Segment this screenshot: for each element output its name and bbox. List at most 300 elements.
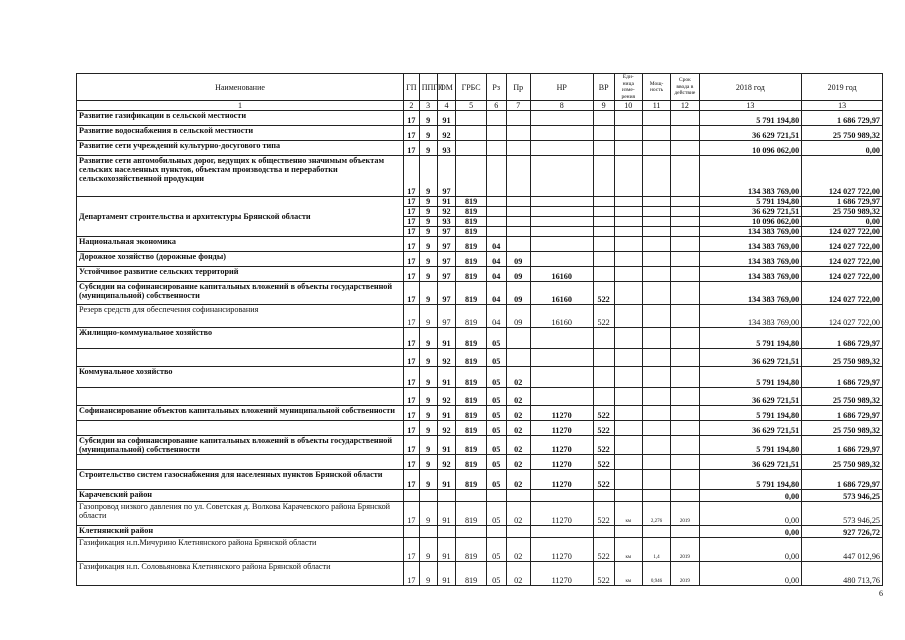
row-unit bbox=[614, 455, 642, 470]
row-om: 97 bbox=[437, 252, 456, 267]
row-ppgp: 9 bbox=[419, 227, 437, 237]
row-gp: 17 bbox=[404, 141, 420, 156]
row-vr: 522 bbox=[593, 406, 614, 421]
row-unit: км bbox=[614, 562, 642, 586]
row-rz bbox=[486, 526, 506, 538]
row-grbs: 819 bbox=[456, 455, 486, 470]
row-term bbox=[671, 126, 699, 141]
row-rz bbox=[486, 111, 506, 126]
row-term bbox=[671, 111, 699, 126]
row-grbs: 819 bbox=[456, 197, 486, 207]
row-amount-2019: 573 946,25 bbox=[802, 502, 883, 526]
row-om: 97 bbox=[437, 282, 456, 305]
row-power bbox=[642, 111, 670, 126]
row-power bbox=[642, 388, 670, 406]
column-number-cell: 11 bbox=[642, 101, 670, 111]
row-pr: 02 bbox=[506, 455, 530, 470]
row-om: 91 bbox=[437, 406, 456, 421]
row-term bbox=[671, 406, 699, 421]
row-unit bbox=[614, 141, 642, 156]
table-row bbox=[77, 406, 883, 421]
row-nr bbox=[530, 328, 593, 349]
row-unit bbox=[614, 126, 642, 141]
row-vr: 522 bbox=[593, 470, 614, 490]
row-om: 91 bbox=[437, 470, 456, 490]
row-gp: 17 bbox=[404, 282, 420, 305]
row-amount-2018: 0,00 bbox=[699, 538, 802, 562]
column-number-cell: 10 bbox=[614, 101, 642, 111]
row-om: 97 bbox=[437, 237, 456, 252]
row-ppgp: 9 bbox=[419, 111, 437, 126]
row-amount-2018: 134 383 769,00 bbox=[699, 252, 802, 267]
row-ppgp: 9 bbox=[419, 156, 437, 197]
row-amount-2018: 134 383 769,00 bbox=[699, 282, 802, 305]
row-vr bbox=[593, 328, 614, 349]
row-name: Дорожное хозяйство (дорожные фонды) bbox=[77, 252, 404, 267]
row-name: Развитие газификации в сельской местности bbox=[77, 111, 404, 126]
row-unit bbox=[614, 388, 642, 406]
table-row bbox=[77, 421, 883, 436]
row-amount-2018: 0,00 bbox=[699, 490, 802, 502]
row-nr: 11270 bbox=[530, 502, 593, 526]
column-number-cell: 6 bbox=[486, 101, 506, 111]
row-amount-2018: 36 629 721,51 bbox=[699, 421, 802, 436]
row-nr bbox=[530, 156, 593, 197]
row-gp: 17 bbox=[404, 126, 420, 141]
row-grbs: 819 bbox=[456, 207, 486, 217]
row-vr: 522 bbox=[593, 305, 614, 328]
row-nr bbox=[530, 490, 593, 502]
table-row bbox=[77, 562, 883, 586]
row-om: 92 bbox=[437, 388, 456, 406]
row-term bbox=[671, 305, 699, 328]
row-grbs: 819 bbox=[456, 502, 486, 526]
row-unit bbox=[614, 207, 642, 217]
row-rz: 05 bbox=[486, 406, 506, 421]
row-pr: 09 bbox=[506, 282, 530, 305]
row-om: 92 bbox=[437, 349, 456, 367]
row-power bbox=[642, 421, 670, 436]
row-unit bbox=[614, 156, 642, 197]
table-row bbox=[77, 455, 883, 470]
table-row bbox=[77, 388, 883, 406]
row-om: 91 bbox=[437, 197, 456, 207]
row-rz: 05 bbox=[486, 436, 506, 455]
row-name: Клетнянский район bbox=[77, 526, 404, 538]
row-amount-2018: 36 629 721,51 bbox=[699, 349, 802, 367]
col-name-header: Наименование bbox=[77, 74, 404, 101]
table-row bbox=[77, 156, 883, 197]
row-vr bbox=[593, 141, 614, 156]
table-row bbox=[77, 328, 883, 349]
row-om: 92 bbox=[437, 421, 456, 436]
row-vr bbox=[593, 111, 614, 126]
row-om: 93 bbox=[437, 217, 456, 227]
table-row bbox=[77, 305, 883, 328]
row-grbs bbox=[456, 111, 486, 126]
row-rz bbox=[486, 156, 506, 197]
row-nr: 11270 bbox=[530, 455, 593, 470]
row-power bbox=[642, 328, 670, 349]
row-om: 92 bbox=[437, 207, 456, 217]
table-row bbox=[77, 367, 883, 388]
row-grbs bbox=[456, 526, 486, 538]
column-number-cell: 5 bbox=[456, 101, 486, 111]
row-power bbox=[642, 406, 670, 421]
row-ppgp: 9 bbox=[419, 197, 437, 207]
row-vr bbox=[593, 388, 614, 406]
row-amount-2019: 124 027 722,00 bbox=[802, 305, 883, 328]
row-ppgp: 9 bbox=[419, 349, 437, 367]
column-number-cell: 13 bbox=[802, 101, 883, 111]
table-row bbox=[77, 502, 883, 526]
table-row bbox=[77, 470, 883, 490]
row-om: 92 bbox=[437, 126, 456, 141]
row-gp: 17 bbox=[404, 237, 420, 252]
col-2019-header: 2019 год bbox=[802, 74, 883, 101]
table-row bbox=[77, 349, 883, 367]
row-nr: 11270 bbox=[530, 406, 593, 421]
row-term bbox=[671, 526, 699, 538]
row-power bbox=[642, 237, 670, 252]
column-number-cell: 4 bbox=[437, 101, 456, 111]
row-ppgp: 9 bbox=[419, 562, 437, 586]
row-pr bbox=[506, 328, 530, 349]
row-grbs: 819 bbox=[456, 237, 486, 252]
row-term bbox=[671, 267, 699, 282]
table-row bbox=[77, 252, 883, 267]
row-pr: 09 bbox=[506, 267, 530, 282]
table-row bbox=[77, 436, 883, 455]
row-ppgp bbox=[419, 526, 437, 538]
row-amount-2018: 5 791 194,80 bbox=[699, 367, 802, 388]
row-nr bbox=[530, 111, 593, 126]
row-om: 91 bbox=[437, 367, 456, 388]
row-power bbox=[642, 526, 670, 538]
row-grbs: 819 bbox=[456, 217, 486, 227]
row-ppgp: 9 bbox=[419, 367, 437, 388]
row-term bbox=[671, 197, 699, 207]
row-rz: 05 bbox=[486, 538, 506, 562]
row-gp: 17 bbox=[404, 421, 420, 436]
row-nr bbox=[530, 388, 593, 406]
row-ppgp: 9 bbox=[419, 436, 437, 455]
row-ppgp: 9 bbox=[419, 502, 437, 526]
row-gp bbox=[404, 526, 420, 538]
row-term bbox=[671, 282, 699, 305]
row-amount-2018: 134 383 769,00 bbox=[699, 267, 802, 282]
row-name: Газификация н.п.Мичурино Клетнянского района Брянской области bbox=[77, 538, 404, 562]
row-pr: 02 bbox=[506, 367, 530, 388]
row-term bbox=[671, 156, 699, 197]
table-row bbox=[77, 237, 883, 252]
row-om bbox=[437, 490, 456, 502]
column-number-cell: 1 bbox=[77, 101, 404, 111]
row-ppgp: 9 bbox=[419, 282, 437, 305]
row-om: 97 bbox=[437, 227, 456, 237]
row-om: 91 bbox=[437, 328, 456, 349]
row-gp bbox=[404, 490, 420, 502]
row-amount-2019: 25 750 989,32 bbox=[802, 455, 883, 470]
row-grbs bbox=[456, 490, 486, 502]
row-pr bbox=[506, 156, 530, 197]
row-unit bbox=[614, 305, 642, 328]
row-unit bbox=[614, 111, 642, 126]
row-pr bbox=[506, 126, 530, 141]
row-name: Развитие водоснабжения в сельской местности bbox=[77, 126, 404, 141]
row-term bbox=[671, 470, 699, 490]
row-gp: 17 bbox=[404, 562, 420, 586]
row-vr bbox=[593, 197, 614, 207]
row-power bbox=[642, 282, 670, 305]
row-pr: 02 bbox=[506, 538, 530, 562]
row-term bbox=[671, 217, 699, 227]
row-power bbox=[642, 490, 670, 502]
row-gp: 17 bbox=[404, 156, 420, 197]
row-unit: км bbox=[614, 538, 642, 562]
table-row bbox=[77, 141, 883, 156]
row-amount-2019: 447 012,96 bbox=[802, 538, 883, 562]
row-nr bbox=[530, 349, 593, 367]
row-pr: 02 bbox=[506, 436, 530, 455]
row-pr bbox=[506, 197, 530, 207]
table-body bbox=[77, 111, 883, 586]
row-amount-2019: 124 027 722,00 bbox=[802, 267, 883, 282]
column-number-row bbox=[77, 101, 883, 111]
row-amount-2019: 1 686 729,97 bbox=[802, 197, 883, 207]
row-amount-2019: 124 027 722,00 bbox=[802, 252, 883, 267]
row-grbs: 819 bbox=[456, 227, 486, 237]
row-pr: 09 bbox=[506, 305, 530, 328]
row-term bbox=[671, 207, 699, 217]
row-amount-2018: 5 791 194,80 bbox=[699, 436, 802, 455]
row-amount-2019: 25 750 989,32 bbox=[802, 421, 883, 436]
row-term bbox=[671, 227, 699, 237]
table-row bbox=[77, 197, 883, 207]
row-amount-2018: 0,00 bbox=[699, 502, 802, 526]
row-name: Субсидии на софинансирование капитальных вложений в объекты государственной (муниципальной) собственности bbox=[77, 282, 404, 305]
row-grbs: 819 bbox=[456, 282, 486, 305]
row-om: 91 bbox=[437, 562, 456, 586]
row-ppgp bbox=[419, 490, 437, 502]
row-om: 91 bbox=[437, 436, 456, 455]
row-pr: 09 bbox=[506, 252, 530, 267]
row-vr bbox=[593, 237, 614, 252]
row-power bbox=[642, 455, 670, 470]
row-power bbox=[642, 227, 670, 237]
row-power: 0,946 bbox=[642, 562, 670, 586]
row-nr bbox=[530, 237, 593, 252]
row-term bbox=[671, 367, 699, 388]
row-vr: 522 bbox=[593, 436, 614, 455]
row-name: Развитие сети учреждений культурно-досугового типа bbox=[77, 141, 404, 156]
row-amount-2018: 5 791 194,80 bbox=[699, 470, 802, 490]
row-grbs: 819 bbox=[456, 267, 486, 282]
row-vr bbox=[593, 267, 614, 282]
row-power: 1,4 bbox=[642, 538, 670, 562]
row-name: Департамент строительства и архитектуры Брянской области bbox=[77, 197, 404, 237]
row-om: 93 bbox=[437, 141, 456, 156]
row-pr bbox=[506, 227, 530, 237]
row-amount-2018: 5 791 194,80 bbox=[699, 328, 802, 349]
row-amount-2018: 134 383 769,00 bbox=[699, 227, 802, 237]
row-pr bbox=[506, 207, 530, 217]
row-ppgp: 9 bbox=[419, 126, 437, 141]
row-grbs: 819 bbox=[456, 349, 486, 367]
row-term bbox=[671, 328, 699, 349]
row-name: Газификация н.п. Соловьяновка Клетнянского района Брянской области bbox=[77, 562, 404, 586]
row-amount-2018: 134 383 769,00 bbox=[699, 305, 802, 328]
row-name: Развитие сети автомобильных дорог, ведущих к общественно значимым объектам сельских населенных пунктов, объектам производства и переработки сельскохозяйственной продукции bbox=[77, 156, 404, 197]
row-name: Коммунальное хозяйство bbox=[77, 367, 404, 388]
row-gp: 17 bbox=[404, 267, 420, 282]
row-amount-2018: 5 791 194,80 bbox=[699, 406, 802, 421]
col-vr-header: ВР bbox=[593, 74, 614, 101]
row-vr: 522 bbox=[593, 502, 614, 526]
row-grbs: 819 bbox=[456, 562, 486, 586]
table-row bbox=[77, 282, 883, 305]
row-ppgp: 9 bbox=[419, 267, 437, 282]
row-amount-2019: 25 750 989,32 bbox=[802, 349, 883, 367]
row-amount-2018: 134 383 769,00 bbox=[699, 156, 802, 197]
row-ppgp: 9 bbox=[419, 470, 437, 490]
row-amount-2018: 134 383 769,00 bbox=[699, 237, 802, 252]
row-power bbox=[642, 197, 670, 207]
row-name: Субсидии на софинансирование капитальных вложений в объекты государственной (муниципальной) собственности bbox=[77, 436, 404, 455]
row-amount-2019: 927 726,72 bbox=[802, 526, 883, 538]
row-rz: 05 bbox=[486, 367, 506, 388]
row-unit bbox=[614, 406, 642, 421]
row-amount-2018: 5 791 194,80 bbox=[699, 111, 802, 126]
row-ppgp: 9 bbox=[419, 141, 437, 156]
row-vr bbox=[593, 126, 614, 141]
row-rz: 04 bbox=[486, 252, 506, 267]
row-nr: 11270 bbox=[530, 562, 593, 586]
row-power bbox=[642, 470, 670, 490]
table-row bbox=[77, 526, 883, 538]
row-nr: 11270 bbox=[530, 470, 593, 490]
row-om: 91 bbox=[437, 502, 456, 526]
row-grbs: 819 bbox=[456, 470, 486, 490]
row-unit bbox=[614, 197, 642, 207]
row-unit bbox=[614, 470, 642, 490]
col-2018-header: 2018 год bbox=[699, 74, 802, 101]
row-nr bbox=[530, 197, 593, 207]
row-ppgp: 9 bbox=[419, 455, 437, 470]
row-vr bbox=[593, 207, 614, 217]
row-rz bbox=[486, 197, 506, 207]
row-om: 97 bbox=[437, 267, 456, 282]
row-gp: 17 bbox=[404, 197, 420, 207]
row-rz: 04 bbox=[486, 305, 506, 328]
row-grbs: 819 bbox=[456, 436, 486, 455]
row-vr bbox=[593, 349, 614, 367]
row-name: Резерв средств для обеспечения софинансирования bbox=[77, 305, 404, 328]
row-ppgp: 9 bbox=[419, 388, 437, 406]
row-ppgp: 9 bbox=[419, 217, 437, 227]
row-amount-2019: 124 027 722,00 bbox=[802, 282, 883, 305]
row-power bbox=[642, 267, 670, 282]
row-gp: 17 bbox=[404, 111, 420, 126]
row-ppgp: 9 bbox=[419, 252, 437, 267]
row-nr bbox=[530, 252, 593, 267]
row-rz bbox=[486, 227, 506, 237]
row-amount-2019: 124 027 722,00 bbox=[802, 237, 883, 252]
row-unit bbox=[614, 328, 642, 349]
row-unit bbox=[614, 252, 642, 267]
column-number-cell: 8 bbox=[530, 101, 593, 111]
row-gp: 17 bbox=[404, 252, 420, 267]
row-gp: 17 bbox=[404, 305, 420, 328]
col-power-header: Мощ- ность bbox=[642, 74, 670, 101]
row-term: 2019 bbox=[671, 562, 699, 586]
row-amount-2018: 36 629 721,51 bbox=[699, 455, 802, 470]
table-row bbox=[77, 490, 883, 502]
row-rz: 04 bbox=[486, 282, 506, 305]
row-gp: 17 bbox=[404, 217, 420, 227]
row-unit bbox=[614, 227, 642, 237]
row-grbs bbox=[456, 126, 486, 141]
row-amount-2019: 480 713,76 bbox=[802, 562, 883, 586]
row-ppgp: 9 bbox=[419, 406, 437, 421]
table-row bbox=[77, 267, 883, 282]
row-unit bbox=[614, 267, 642, 282]
column-number-cell: 7 bbox=[506, 101, 530, 111]
page-number: 6 bbox=[879, 589, 883, 598]
column-number-cell: 3 bbox=[419, 101, 437, 111]
row-gp: 17 bbox=[404, 328, 420, 349]
row-nr: 11270 bbox=[530, 538, 593, 562]
row-name: Софинансирование объектов капитальных вложений муниципальной собственности bbox=[77, 406, 404, 421]
row-nr bbox=[530, 227, 593, 237]
row-amount-2018: 0,00 bbox=[699, 562, 802, 586]
row-name: Газопровод низкого давления по ул. Советская д. Волкова Карачевского района Брянской области bbox=[77, 502, 404, 526]
row-gp: 17 bbox=[404, 502, 420, 526]
row-ppgp: 9 bbox=[419, 538, 437, 562]
row-nr: 16160 bbox=[530, 267, 593, 282]
row-name: Устойчивое развитие сельских территорий bbox=[77, 267, 404, 282]
row-term bbox=[671, 141, 699, 156]
row-term bbox=[671, 349, 699, 367]
row-rz bbox=[486, 490, 506, 502]
row-unit: км bbox=[614, 502, 642, 526]
row-amount-2018: 36 629 721,51 bbox=[699, 126, 802, 141]
row-rz bbox=[486, 141, 506, 156]
row-rz: 05 bbox=[486, 470, 506, 490]
row-nr bbox=[530, 126, 593, 141]
row-amount-2019: 0,00 bbox=[802, 217, 883, 227]
row-unit bbox=[614, 421, 642, 436]
column-number-cell: 12 bbox=[671, 101, 699, 111]
column-number-cell: 13 bbox=[699, 101, 802, 111]
row-pr: 02 bbox=[506, 388, 530, 406]
row-vr bbox=[593, 217, 614, 227]
row-vr: 522 bbox=[593, 562, 614, 586]
row-rz: 05 bbox=[486, 328, 506, 349]
row-vr bbox=[593, 252, 614, 267]
row-amount-2018: 10 096 062,00 bbox=[699, 141, 802, 156]
row-rz: 05 bbox=[486, 502, 506, 526]
row-gp: 17 bbox=[404, 367, 420, 388]
row-vr: 522 bbox=[593, 455, 614, 470]
col-pr-header: Пр bbox=[506, 74, 530, 101]
col-unit-header: Еди- ница изме- рения bbox=[614, 74, 642, 101]
row-gp: 17 bbox=[404, 538, 420, 562]
row-power bbox=[642, 141, 670, 156]
row-name bbox=[77, 455, 404, 470]
row-grbs: 819 bbox=[456, 328, 486, 349]
row-om: 97 bbox=[437, 156, 456, 197]
